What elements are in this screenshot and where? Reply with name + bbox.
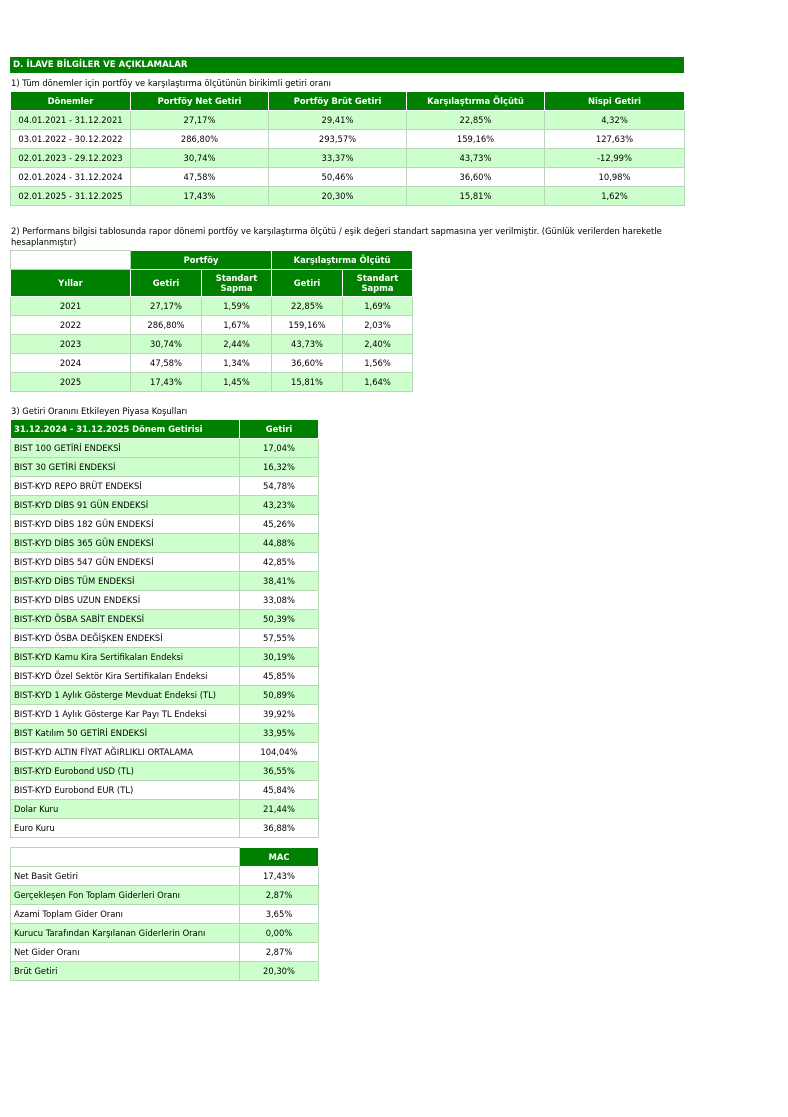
benchmark-return-cell: 36,60% xyxy=(272,354,343,373)
table-row xyxy=(11,111,685,130)
index-name-cell: BIST-KYD Özel Sektör Kira Sertifikaları Endeksi xyxy=(11,667,240,686)
index-return-cell: 104,04% xyxy=(240,743,319,762)
net-return-cell: 30,74% xyxy=(131,149,269,168)
index-return-cell: 50,89% xyxy=(240,686,319,705)
portfolio-sd-cell: 2,44% xyxy=(202,335,272,354)
metric-name-cell: Gerçekleşen Fon Toplam Giderleri Oranı xyxy=(11,886,240,905)
relative-return-cell: 127,63% xyxy=(545,130,685,149)
table-row xyxy=(11,800,319,819)
index-return-cell: 16,32% xyxy=(240,458,319,477)
table-row xyxy=(11,819,319,838)
index-name-cell: BIST-KYD Kamu Kira Sertifikaları Endeksi xyxy=(11,648,240,667)
index-return-cell: 57,55% xyxy=(240,629,319,648)
table-row xyxy=(11,743,319,762)
table-row xyxy=(11,572,319,591)
year-cell: 2022 xyxy=(11,316,131,335)
table-row xyxy=(11,591,319,610)
table-row xyxy=(11,962,319,981)
index-name-cell: BIST-KYD DİBS 182 GÜN ENDEKSİ xyxy=(11,515,240,534)
table-row xyxy=(11,553,319,572)
index-return-cell: 54,78% xyxy=(240,477,319,496)
table-row xyxy=(11,149,685,168)
header-portfoy-net-getiri: Portföy Net Getiri xyxy=(131,92,269,111)
metric-value-cell: 20,30% xyxy=(240,962,319,981)
index-name-cell: Euro Kuru xyxy=(11,819,240,838)
table-row xyxy=(11,477,319,496)
index-return-cell: 38,41% xyxy=(240,572,319,591)
portfolio-return-cell: 30,74% xyxy=(131,335,202,354)
metric-name-cell: Net Basit Getiri xyxy=(11,867,240,886)
period-cell: 02.01.2025 - 31.12.2025 xyxy=(11,187,131,206)
index-return-cell: 36,88% xyxy=(240,819,319,838)
table-row xyxy=(11,335,413,354)
table-row xyxy=(11,686,319,705)
table-row xyxy=(11,781,319,800)
cumulative-returns-table xyxy=(10,91,685,206)
table-row xyxy=(11,458,319,477)
relative-return-cell: 10,98% xyxy=(545,168,685,187)
benchmark-cell: 15,81% xyxy=(407,187,545,206)
index-name-cell: BIST-KYD DİBS UZUN ENDEKSİ xyxy=(11,591,240,610)
table-row xyxy=(11,667,319,686)
portfolio-sd-cell: 1,34% xyxy=(202,354,272,373)
benchmark-return-cell: 159,16% xyxy=(272,316,343,335)
gross-return-cell: 33,37% xyxy=(269,149,407,168)
table-row xyxy=(11,515,319,534)
table-row xyxy=(11,762,319,781)
portfolio-sd-cell: 1,45% xyxy=(202,373,272,392)
index-name-cell: BIST 100 GETİRİ ENDEKSİ xyxy=(11,439,240,458)
header-portfoy-getiri: Getiri xyxy=(131,270,202,297)
benchmark-return-cell: 15,81% xyxy=(272,373,343,392)
year-cell: 2025 xyxy=(11,373,131,392)
index-name-cell: BIST-KYD ÖSBA SABİT ENDEKSİ xyxy=(11,610,240,629)
index-name-cell: BIST-KYD 1 Aylık Gösterge Mevduat Endeksi (TL) xyxy=(11,686,240,705)
year-cell: 2023 xyxy=(11,335,131,354)
table-row xyxy=(11,724,319,743)
net-return-cell: 47,58% xyxy=(131,168,269,187)
table-row xyxy=(11,943,319,962)
metric-value-cell: 3,65% xyxy=(240,905,319,924)
index-name-cell: BIST-KYD REPO BRÜT ENDEKSİ xyxy=(11,477,240,496)
header-karsilastirma-olcutu: Karşılaştırma Ölçütü xyxy=(407,92,545,111)
index-name-cell: BIST 30 GETİRİ ENDEKSİ xyxy=(11,458,240,477)
metric-name-cell: Kurucu Tarafından Karşılanan Giderlerin Oranı xyxy=(11,924,240,943)
table-row xyxy=(11,886,319,905)
benchmark-sd-cell: 1,64% xyxy=(343,373,413,392)
index-name-cell: Dolar Kuru xyxy=(11,800,240,819)
table-row xyxy=(11,316,413,335)
index-name-cell: BIST-KYD 1 Aylık Gösterge Kar Payı TL Endeksi xyxy=(11,705,240,724)
header-donemler: Dönemler xyxy=(11,92,131,111)
index-name-cell: BIST-KYD ALTIN FİYAT AĞIRLIKLI ORTALAMA xyxy=(11,743,240,762)
table-row xyxy=(11,905,319,924)
relative-return-cell: 1,62% xyxy=(545,187,685,206)
header-olcut-getiri: Getiri xyxy=(272,270,343,297)
index-name-cell: BIST Katılım 50 GETİRİ ENDEKSİ xyxy=(11,724,240,743)
table-row xyxy=(11,534,319,553)
portfolio-sd-cell: 1,59% xyxy=(202,297,272,316)
benchmark-return-cell: 43,73% xyxy=(272,335,343,354)
table-row xyxy=(11,924,319,943)
section-title: D. İLAVE BİLGİLER VE AÇIKLAMALAR xyxy=(10,57,684,73)
header-portfoy-sapma xyxy=(202,270,272,297)
index-name-cell: BIST-KYD DİBS TÜM ENDEKSİ xyxy=(11,572,240,591)
period-cell: 04.01.2021 - 31.12.2021 xyxy=(11,111,131,130)
table-row xyxy=(11,867,319,886)
period-cell: 02.01.2023 - 29.12.2023 xyxy=(11,149,131,168)
header-sapma-line2: Sapma xyxy=(361,283,394,293)
metric-value-cell: 0,00% xyxy=(240,924,319,943)
portfolio-return-cell: 286,80% xyxy=(131,316,202,335)
benchmark-sd-cell: 1,69% xyxy=(343,297,413,316)
gross-return-cell: 293,57% xyxy=(269,130,407,149)
table-row xyxy=(11,629,319,648)
index-name-cell: BIST-KYD Eurobond EUR (TL) xyxy=(11,781,240,800)
table-row xyxy=(11,373,413,392)
header-yillar: Yıllar xyxy=(11,270,131,297)
header-group-karsilastirma: Karşılaştırma Ölçütü xyxy=(272,251,413,270)
benchmark-return-cell: 22,85% xyxy=(272,297,343,316)
table-row xyxy=(11,496,319,515)
header-getiri: Getiri xyxy=(240,420,319,439)
index-return-cell: 43,23% xyxy=(240,496,319,515)
index-name-cell: BIST-KYD DİBS 91 GÜN ENDEKSİ xyxy=(11,496,240,515)
portfolio-return-cell: 47,58% xyxy=(131,354,202,373)
header-empty xyxy=(11,848,240,867)
index-return-cell: 36,55% xyxy=(240,762,319,781)
header-sapma-line2: Sapma xyxy=(220,283,253,293)
header-sapma-line1: Standart xyxy=(215,273,258,283)
table2-caption-line1: 2) Performans bilgisi tablosunda rapor dönemi portföy ve karşılaştırma ölçütü / eşik değeri standart sapmasına yer verilmiştir. (Günlük verilerden hareketle xyxy=(11,226,662,236)
table-row xyxy=(11,297,413,316)
year-cell: 2021 xyxy=(11,297,131,316)
index-name-cell: BIST-KYD DİBS 547 GÜN ENDEKSİ xyxy=(11,553,240,572)
table-row xyxy=(11,168,685,187)
table-row xyxy=(11,705,319,724)
index-return-cell: 17,04% xyxy=(240,439,319,458)
metric-value-cell: 2,87% xyxy=(240,943,319,962)
header-sapma-line1: Standart xyxy=(356,273,399,283)
std-deviation-table xyxy=(10,250,413,392)
metric-name-cell: Brüt Getiri xyxy=(11,962,240,981)
net-return-cell: 27,17% xyxy=(131,111,269,130)
period-cell: 02.01.2024 - 31.12.2024 xyxy=(11,168,131,187)
header-mac: MAC xyxy=(240,848,319,867)
index-return-cell: 44,88% xyxy=(240,534,319,553)
metric-value-cell: 17,43% xyxy=(240,867,319,886)
table-row xyxy=(11,187,685,206)
table-row xyxy=(11,648,319,667)
header-period-return: 31.12.2024 - 31.12.2025 Dönem Getirisi xyxy=(11,420,240,439)
gross-return-cell: 20,30% xyxy=(269,187,407,206)
benchmark-cell: 159,16% xyxy=(407,130,545,149)
index-return-cell: 45,26% xyxy=(240,515,319,534)
index-return-cell: 30,19% xyxy=(240,648,319,667)
index-return-cell: 33,08% xyxy=(240,591,319,610)
table2-caption-line2: hesaplanmıştır) xyxy=(11,237,77,247)
index-return-cell: 45,85% xyxy=(240,667,319,686)
header-olcut-sapma xyxy=(343,270,413,297)
table3-caption: 3) Getiri Oranını Etkileyen Piyasa Koşulları xyxy=(11,406,188,416)
portfolio-sd-cell: 1,67% xyxy=(202,316,272,335)
header-nispi-getiri: Nispi Getiri xyxy=(545,92,685,111)
metric-name-cell: Net Gider Oranı xyxy=(11,943,240,962)
header-group-portfoy: Portföy xyxy=(131,251,272,270)
index-return-cell: 45,84% xyxy=(240,781,319,800)
expense-ratio-table xyxy=(10,847,319,981)
index-name-cell: BIST-KYD Eurobond USD (TL) xyxy=(11,762,240,781)
benchmark-cell: 43,73% xyxy=(407,149,545,168)
header-portfoy-brut-getiri: Portföy Brüt Getiri xyxy=(269,92,407,111)
benchmark-sd-cell: 2,40% xyxy=(343,335,413,354)
benchmark-sd-cell: 1,56% xyxy=(343,354,413,373)
index-return-cell: 50,39% xyxy=(240,610,319,629)
net-return-cell: 286,80% xyxy=(131,130,269,149)
portfolio-return-cell: 27,17% xyxy=(131,297,202,316)
index-return-cell: 21,44% xyxy=(240,800,319,819)
metric-name-cell: Azami Toplam Gider Oranı xyxy=(11,905,240,924)
index-return-cell: 42,85% xyxy=(240,553,319,572)
benchmark-sd-cell: 2,03% xyxy=(343,316,413,335)
header-empty xyxy=(11,251,131,270)
index-return-cell: 33,95% xyxy=(240,724,319,743)
table-row xyxy=(11,610,319,629)
relative-return-cell: 4,32% xyxy=(545,111,685,130)
table-row xyxy=(11,439,319,458)
market-conditions-table xyxy=(10,419,319,838)
benchmark-cell: 22,85% xyxy=(407,111,545,130)
index-return-cell: 39,92% xyxy=(240,705,319,724)
metric-value-cell: 2,87% xyxy=(240,886,319,905)
table1-caption: 1) Tüm dönemler için portföy ve karşılaştırma ölçütünün birikimli getiri oranı xyxy=(11,78,331,88)
gross-return-cell: 50,46% xyxy=(269,168,407,187)
period-cell: 03.01.2022 - 30.12.2022 xyxy=(11,130,131,149)
net-return-cell: 17,43% xyxy=(131,187,269,206)
gross-return-cell: 29,41% xyxy=(269,111,407,130)
index-name-cell: BIST-KYD DİBS 365 GÜN ENDEKSİ xyxy=(11,534,240,553)
table-row xyxy=(11,130,685,149)
table-row xyxy=(11,354,413,373)
relative-return-cell: -12,99% xyxy=(545,149,685,168)
benchmark-cell: 36,60% xyxy=(407,168,545,187)
index-name-cell: BIST-KYD ÖSBA DEĞİŞKEN ENDEKSİ xyxy=(11,629,240,648)
year-cell: 2024 xyxy=(11,354,131,373)
portfolio-return-cell: 17,43% xyxy=(131,373,202,392)
